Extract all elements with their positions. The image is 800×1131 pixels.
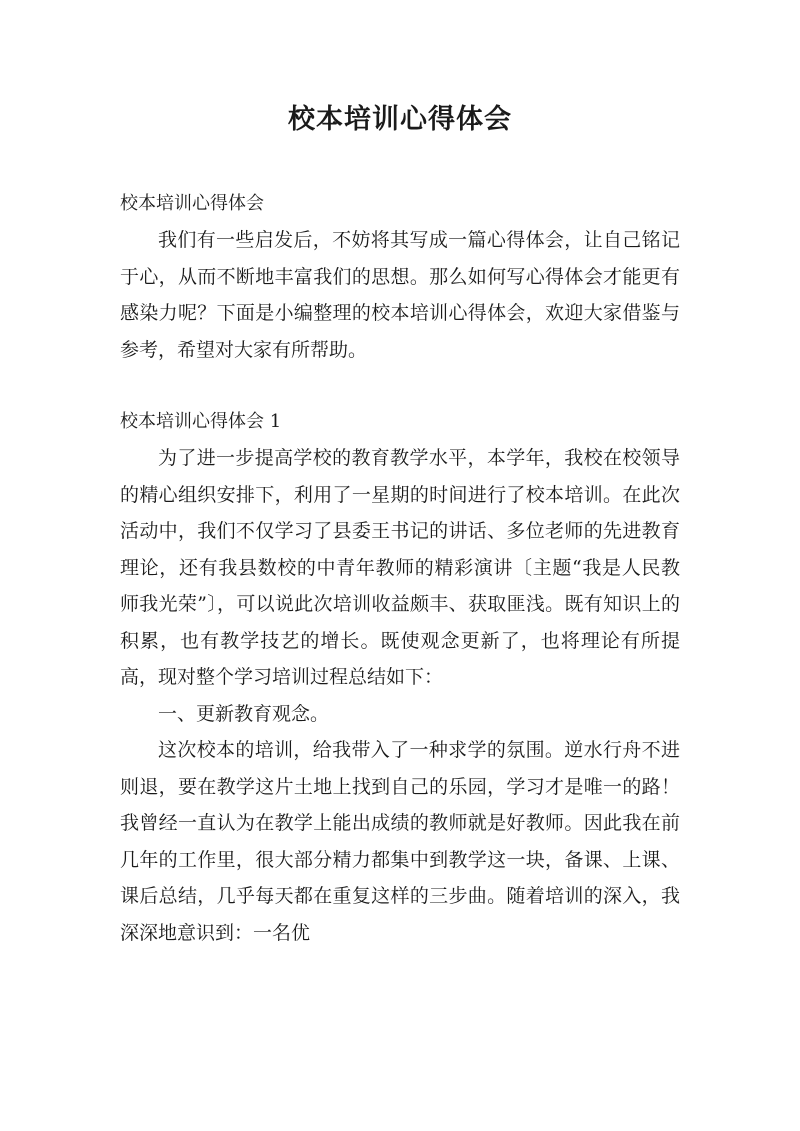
paragraph-spacer bbox=[120, 368, 680, 404]
document-title: 校本培训心得体会 bbox=[288, 104, 512, 135]
intro-paragraph: 我们有一些启发后，不妨将其写成一篇心得体会，让自己铭记于心，从而不断地丰富我们的思想。那么如何写心得体会才能更有感染力呢？下面是小编整理的校本培训心得体会，欢迎大家借鉴与参考，希望对大家有所帮助。 bbox=[120, 229, 680, 361]
body-paragraph: 为了进一步提高学校的教育教学水平，本学年，我校在校领导的精心组织安排下，利用了一星期的时间进行了校本培训。在此次活动中，我们不仅学习了县委王书记的讲话、多位老师的先进教育理论，还有我县数校的中青年教师的精彩演讲〔主题“我是人民教师我光荣”〕，可以说此次培训收益颇丰、获取匪浅。既有知识上的积累，也有教学技艺的增长。既使观念更新了，也将理论有所提高，现对整个学习培训过程总结如下： bbox=[120, 447, 680, 688]
section-heading: 校本培训心得体会 1 bbox=[120, 411, 282, 432]
section-subheading: 一、更新教育观念。 bbox=[158, 702, 330, 725]
intro-heading: 校本培训心得体会 bbox=[120, 193, 264, 214]
body-paragraph: 这次校本的培训，给我带入了一种求学的氛围。逆水行舟不进则退，要在教学这片土地上找到自己的乐园，学习才是唯一的路！我曾经一直认为在教学上能出成绩的教师就是好教师。因此我在前几年的工作里，很大部分精力都集中到教学这一块，备课、上课、课后总结，几乎每天都在重复这样的三步曲。随着培训的深入，我深深地意识到：一名优 bbox=[120, 739, 680, 944]
document-body bbox=[120, 186, 680, 951]
